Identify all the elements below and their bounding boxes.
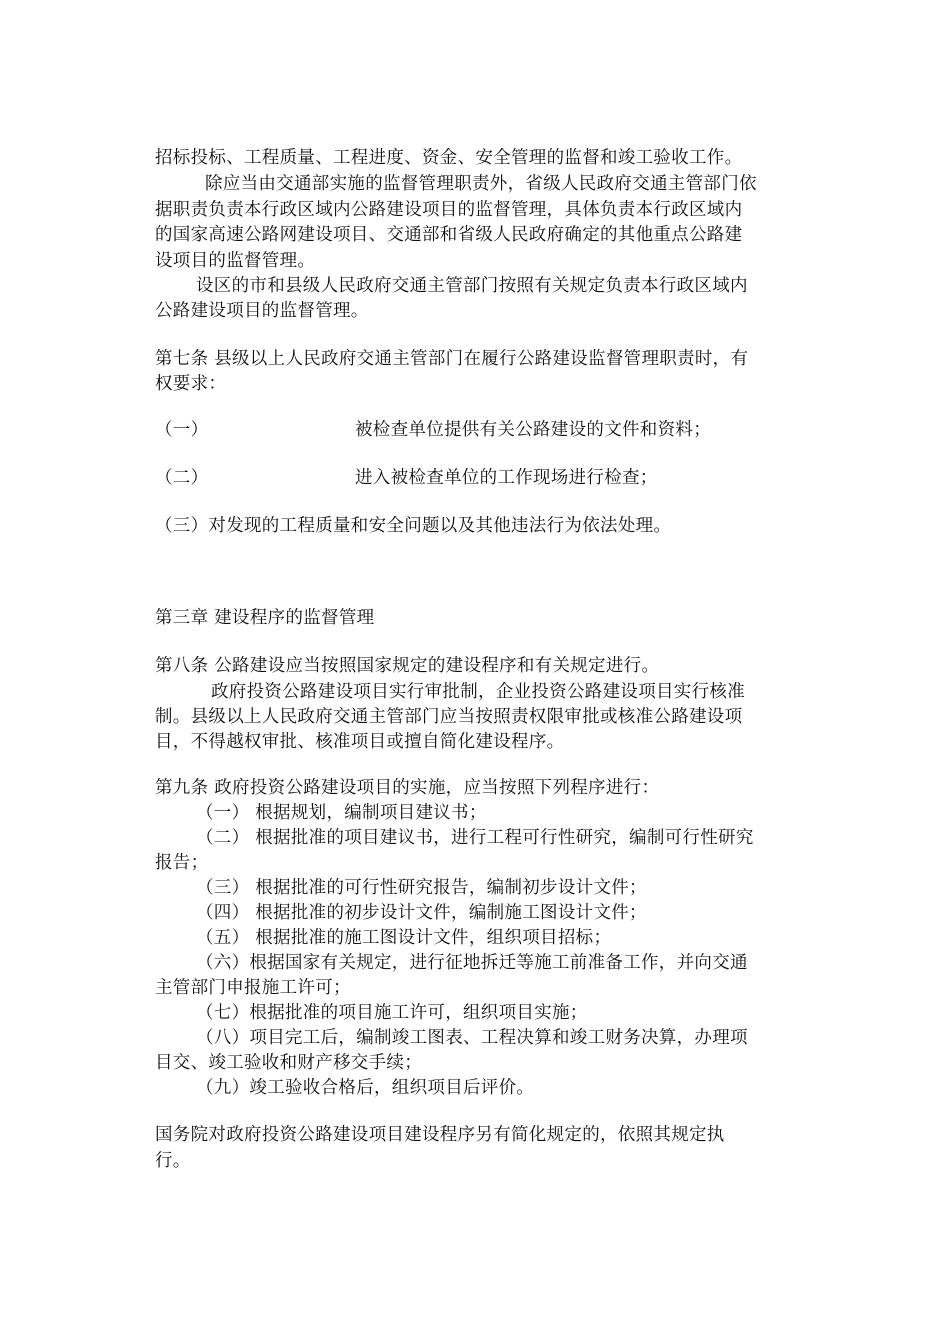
text-line: 据职责负责本行政区域内公路建设项目的监督管理，具体负责本行政区域内: [155, 200, 743, 220]
list-item: （四） 根据批准的初步设计文件，编制施工图设计文件；: [196, 903, 647, 923]
text-line: 行。: [155, 1151, 191, 1171]
text-line: 目，不得越权审批、核准项目或擅自简化建设程序。: [155, 732, 565, 752]
article-heading: 第九条 政府投资公路建设项目的实施，应当按照下列程序进行：: [155, 778, 660, 798]
list-item: （三） 根据批准的可行性研究报告，编制初步设计文件；: [196, 878, 647, 898]
text-line: 设项目的监督管理。: [155, 251, 316, 271]
article-heading: 第七条 县级以上人民政府交通主管部门在履行公路建设监督管理职责时，有: [155, 349, 749, 369]
text-line: 报告；: [155, 853, 209, 873]
list-item: （八）项目完工后，编制竣工图表、工程决算和竣工财务决算，办理项: [196, 1028, 748, 1048]
text-line: 除应当由交通部实施的监督管理职责外，省级人民政府交通主管部门依: [205, 174, 757, 194]
list-item-text: 进入被检查单位的工作现场进行检查；: [355, 468, 658, 488]
list-marker: （一）: [155, 420, 209, 440]
chapter-heading: 第三章 建设程序的监督管理: [155, 608, 375, 628]
list-item: （一） 根据规划，编制项目建议书；: [196, 803, 487, 823]
list-item-text: 被检查单位提供有关公路建设的文件和资料；: [355, 420, 711, 440]
text-line: 政府投资公路建设项目实行审批制，企业投资公路建设项目实行核准: [211, 682, 745, 702]
text-line: 主管部门申报施工许可；: [155, 978, 351, 998]
list-item: （三）对发现的工程质量和安全问题以及其他违法行为依法处理。: [155, 516, 672, 536]
list-item: （二） 根据批准的项目建议书，进行工程可行性研究，编制可行性研究: [196, 828, 754, 848]
article-heading: 第八条 公路建设应当按照国家规定的建设程序和有关规定进行。: [155, 656, 660, 676]
text-line: 国务院对政府投资公路建设项目建设程序另有简化规定的，依照其规定执: [155, 1125, 725, 1145]
text-line: 权要求：: [155, 374, 227, 394]
list-item: （七）根据批准的项目施工许可，组织项目实施；: [196, 1003, 588, 1023]
list-item: （九）竣工验收合格后，组织项目后评价。: [196, 1078, 535, 1098]
text-line: 目交、竣工验收和财产移交手续；: [155, 1053, 422, 1073]
text-line: 公路建设项目的监督管理。: [155, 301, 369, 321]
text-line: 招标投标、工程质量、工程进度、资金、安全管理的监督和竣工验收工作。: [155, 148, 743, 168]
text-line: 设区的市和县级人民政府交通主管部门按照有关规定负责本行政区域内: [196, 276, 748, 296]
list-marker: （二）: [155, 468, 209, 488]
list-item: （五） 根据批准的施工图设计文件，组织项目招标；: [196, 928, 612, 948]
list-item: （六）根据国家有关规定，进行征地拆迁等施工前准备工作，并向交通: [196, 953, 748, 973]
text-line: 的国家高速公路网建设项目、交通部和省级人民政府确定的其他重点公路建: [155, 225, 743, 245]
text-line: 制。县级以上人民政府交通主管部门应当按照责权限审批或核准公路建设项: [155, 707, 743, 727]
